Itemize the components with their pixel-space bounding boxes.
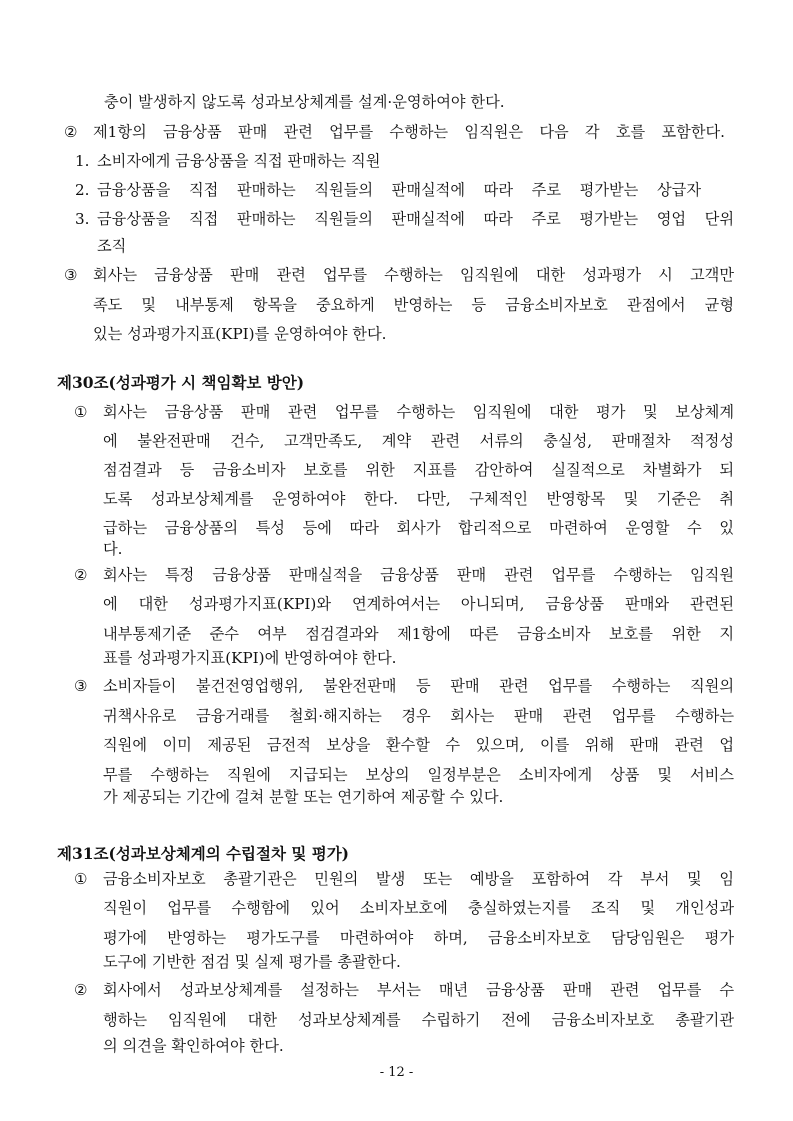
article-30-heading: 제30조(성과평가 시 책임확보 방안)	[57, 373, 305, 392]
para-line: 귀책사유로 금융거래를 철회·해지하는 경우 회사는 판매 관련 업무를 수행하는	[103, 707, 734, 725]
article-31-heading: 제31조(성과보상체계의 수립절차 및 평가)	[57, 844, 349, 863]
item-number: 2.	[75, 181, 90, 199]
para-marker: ②	[64, 123, 78, 141]
para-line: 에 불완전판매 건수, 고객만족도, 계약 관련 서류의 충실성, 판매절차 적정성	[103, 432, 734, 450]
para-line: 도록 성과보상체계를 운영하여야 한다. 다만, 구체적인 반영항목 및 기준은 취	[103, 490, 734, 508]
page-number: - 12 -	[379, 1065, 414, 1080]
para-line: 회사는 특정 금융상품 판매실적을 금융상품 판매 관련 업무를 수행하는 임직원	[103, 566, 734, 584]
para-line: 금융소비자보호 총괄기관은 민원의 발생 또는 예방을 포함하여 각 부서 및 임	[103, 870, 734, 888]
para-line: 내부통제기준 준수 여부 점검결과와 제1항에 따른 금융소비자 보호를 위한 지	[103, 625, 734, 643]
para-marker: ①	[74, 403, 88, 421]
list-item-continuation: 조직	[97, 237, 127, 255]
para-line: 점검결과 등 금융소비자 보호를 위한 지표를 감안하여 실질적으로 차별화가 되	[103, 461, 734, 479]
para-line: 에 대한 성과평가지표(KPI)와 연계하여서는 아니되며, 금융상품 판매와 관련된	[103, 595, 734, 613]
para-line: 의 의견을 확인하여야 한다.	[103, 1037, 284, 1055]
para-line: 소비자들이 불건전영업행위, 불완전판매 등 판매 관련 업무를 수행하는 직원의	[103, 677, 734, 695]
list-item: 금융상품을 직접 판매하는 직원들의 판매실적에 따라 주로 평가받는 상급자	[97, 181, 701, 199]
para-marker: ③	[64, 266, 78, 284]
para-line: 행하는 임직원에 대한 성과보상체계를 수립하기 전에 금융소비자보호 총괄기관	[103, 1011, 734, 1029]
para-line: 표를 성과평가지표(KPI)에 반영하여야 한다.	[103, 649, 397, 667]
para-line: 무를 수행하는 직원에 지급되는 보상의 일정부분은 소비자에게 상품 및 서비스	[103, 766, 734, 784]
para-line: 직원에 이미 제공된 금전적 보상을 환수할 수 있으며, 이를 위해 판매 관련 업	[103, 736, 734, 754]
para-marker: ②	[74, 566, 88, 584]
para-line: 도구에 기반한 점검 및 실제 평가를 총괄한다.	[103, 953, 401, 971]
para-line: 제1항의 금융상품 판매 관련 업무를 수행하는 임직원은 다음 각 호를 포함한다.	[93, 123, 725, 141]
para-line: 가 제공되는 기간에 걸쳐 분할 또는 연기하여 제공할 수 있다.	[103, 788, 504, 806]
continuation-line: 충이 발생하지 않도록 성과보상체계를 설계·운영하여야 한다.	[104, 93, 505, 111]
para-line: 회사는 금융상품 판매 관련 업무를 수행하는 임직원에 대한 평가 및 보상체계	[103, 403, 734, 421]
list-item: 금융상품을 직접 판매하는 직원들의 판매실적에 따라 주로 평가받는 영업 단위	[97, 210, 734, 228]
para-marker: ②	[74, 981, 88, 999]
para-marker: ①	[74, 870, 88, 888]
para-marker: ③	[74, 677, 88, 695]
para-line: 다.	[103, 540, 123, 558]
para-line: 회사에서 성과보상체계를 설정하는 부서는 매년 금융상품 판매 관련 업무를 수	[103, 981, 734, 999]
item-number: 3.	[75, 210, 90, 228]
item-number: 1.	[75, 152, 90, 170]
para-line: 직원이 업무를 수행함에 있어 소비자보호에 충실하였는지를 조직 및 개인성과	[103, 899, 734, 917]
list-item: 소비자에게 금융상품을 직접 판매하는 직원	[97, 152, 381, 170]
para-line: 회사는 금융상품 판매 관련 업무를 수행하는 임직원에 대한 성과평가 시 고객만	[93, 266, 734, 284]
para-line: 급하는 금융상품의 특성 등에 따라 회사가 합리적으로 마련하여 운영할 수 있	[103, 519, 734, 537]
para-line: 있는 성과평가지표(KPI)를 운영하여야 한다.	[93, 325, 387, 343]
para-line: 족도 및 내부통제 항목을 중요하게 반영하는 등 금융소비자보호 관점에서 균형	[93, 296, 734, 314]
para-line: 평가에 반영하는 평가도구를 마련하여야 하며, 금융소비자보호 담당임원은 평가	[103, 929, 734, 947]
